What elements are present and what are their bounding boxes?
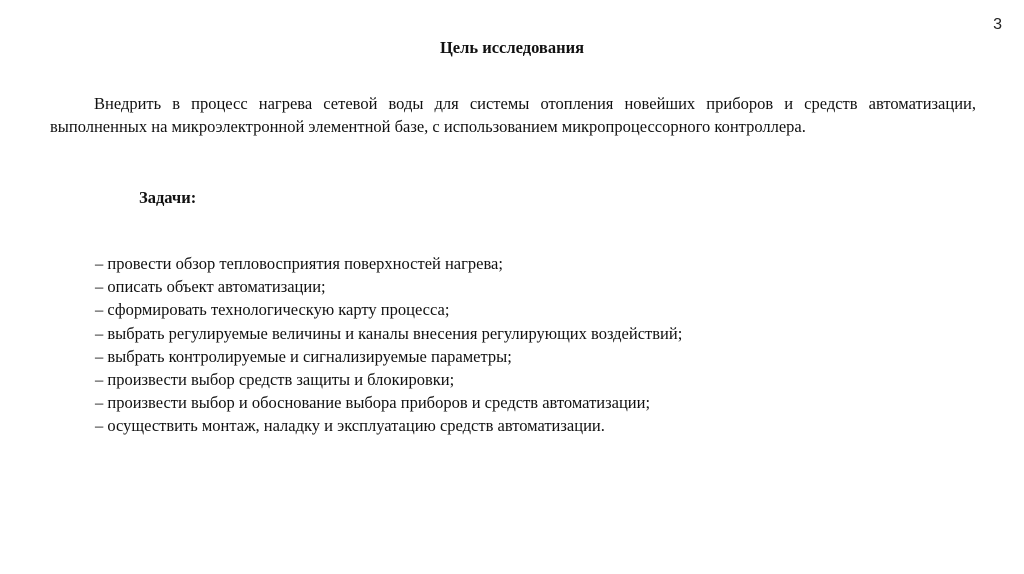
task-item: – выбрать контролируемые и сигнализируемые параметры; bbox=[95, 346, 512, 366]
tasks-list bbox=[95, 252, 975, 438]
goal-paragraph: Внедрить в процесс нагрева сетевой воды для системы отопления новейших приборов и средств автоматизации, выполненных на микроэлектронной элементной базе, с использованием микропроцессорного контроллера. bbox=[50, 94, 976, 136]
task-item: – произвести выбор средств защиты и блокировки; bbox=[95, 370, 455, 390]
task-item: – произвести выбор и обоснование выбора приборов и средств автоматизации; bbox=[95, 393, 651, 413]
page-title: Цель исследования bbox=[439, 38, 585, 57]
task-item: – сформировать технологическую карту процесса; bbox=[95, 300, 450, 320]
task-item: – выбрать регулируемые величины и каналы внесения регулирующих воздействий; bbox=[95, 323, 683, 343]
tasks-heading: Задачи: bbox=[139, 188, 197, 207]
task-item: – осуществить монтаж, наладку и эксплуатацию средств автоматизации. bbox=[95, 416, 605, 436]
task-item: – провести обзор тепловосприятия поверхностей нагрева; bbox=[95, 254, 503, 273]
page-number: 3 bbox=[993, 16, 1002, 33]
task-item: – описать объект автоматизации; bbox=[95, 277, 326, 297]
